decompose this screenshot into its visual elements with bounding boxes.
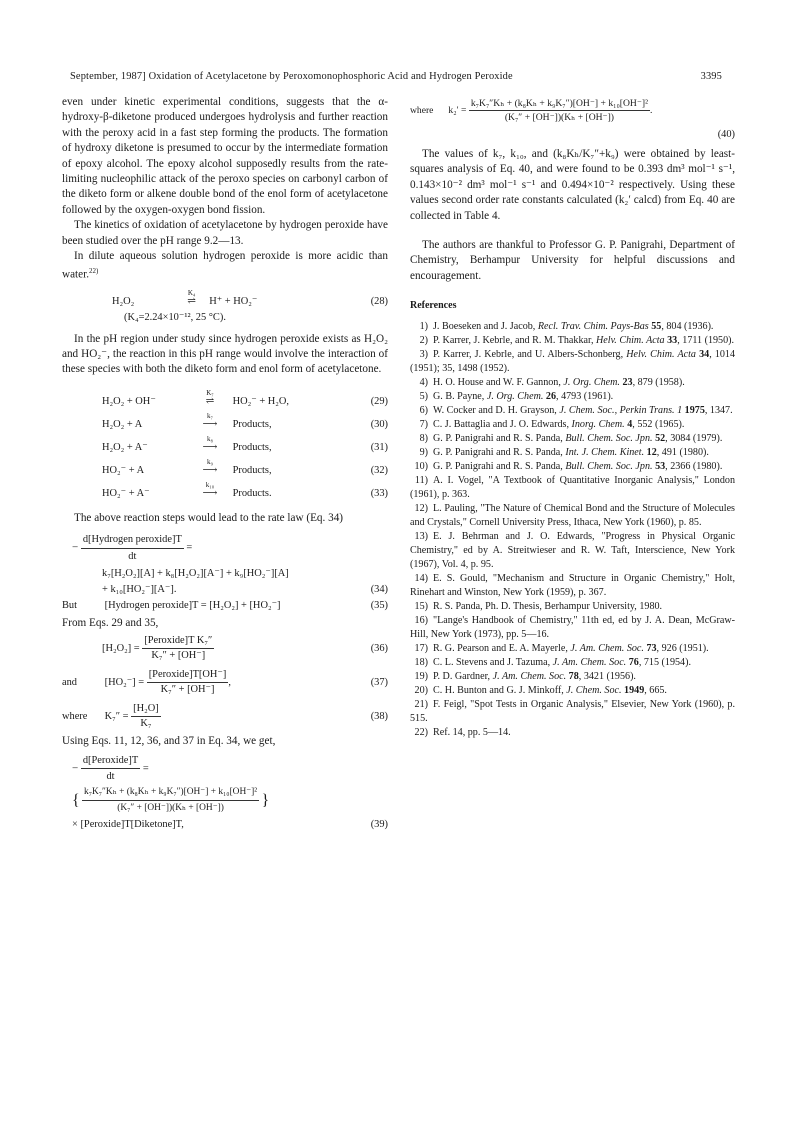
- eq-numerator: d[Peroxide]T: [81, 753, 140, 769]
- reference-authors: C. L. Stevens and J. Tazuma,: [433, 656, 553, 668]
- eq-line: [62, 582, 388, 598]
- eq-number: (33): [370, 487, 388, 499]
- reference-number: 13): [414, 530, 428, 542]
- reference-authors: W. Cocker and D. H. Grayson,: [433, 404, 560, 416]
- equation-36: [62, 632, 388, 666]
- eq-text: × [Peroxide]T[Diketone]T,: [72, 819, 184, 831]
- reference-volume: 78: [568, 670, 579, 682]
- references-list: [410, 320, 735, 740]
- reference-journal: J. Am. Chem. Soc.: [552, 656, 627, 668]
- reference-pages: , 3084 (1979).: [665, 432, 723, 444]
- rate-constant: k₈: [207, 434, 213, 443]
- eq-rhs: Products,: [232, 464, 272, 476]
- eq-denominator: K₇″ + [OH⁻]: [151, 649, 206, 661]
- eq-numerator: [Peroxide]T K₇″: [142, 634, 214, 649]
- reference-number: 18): [414, 656, 428, 668]
- reference-journal: J. Am. Chem. Soc.: [492, 670, 567, 682]
- reference-number: 1): [419, 320, 428, 332]
- reference-item: [410, 418, 735, 432]
- reference-pages: , 552 (1965).: [632, 418, 685, 430]
- eq-number: (29): [370, 395, 388, 407]
- eq-denominator: (K₇″ + [OH⁻])(Kₕ + [OH⁻]): [117, 803, 224, 814]
- reaction-list: [62, 390, 388, 505]
- eq-lead: But: [62, 600, 78, 612]
- paragraph-text: In dilute aqueous solution hydrogen peroxide is more acidic than water.: [62, 250, 388, 282]
- eq-lead: where: [410, 105, 434, 116]
- reference-volume: 26: [545, 390, 557, 402]
- eq-denominator: dt: [128, 550, 137, 562]
- eq-lhs: H₂O₂: [112, 295, 135, 307]
- reference-authors: H. O. House and W. F. Gannon,: [433, 376, 564, 388]
- eq-rhs: Products,: [232, 418, 272, 430]
- references-heading: References: [410, 300, 457, 312]
- reference-volume: 4: [627, 418, 633, 430]
- paragraph: Using Eqs. 11, 12, 36, and 37 in Eq. 34, we get,: [62, 734, 276, 747]
- reference-item: [410, 642, 735, 656]
- eq-number: (31): [370, 441, 388, 453]
- equation-35: [62, 598, 388, 614]
- eq-lead: and: [62, 676, 78, 688]
- eq-number: (32): [370, 464, 388, 476]
- eq-number: (28): [370, 295, 388, 307]
- eq-numerator: [Peroxide]T[OH⁻]: [147, 668, 229, 683]
- reference-authors: F. Feigl, "Spot Tests in Organic Analysis," Elsevier, New York (1960), p. 515.: [410, 698, 735, 724]
- reference-number: 14): [414, 572, 428, 584]
- rate-constant: K₇: [206, 388, 214, 397]
- eq-numerator: [H₂O]: [131, 702, 161, 717]
- eq-rhs: HO₂⁻ + H₂O,: [232, 395, 290, 407]
- reference-volume: 55: [651, 320, 662, 332]
- paragraph: The kinetics of oxidation of acetylacetone by hydrogen peroxide have been studied over the pH range 9.2—13.: [62, 219, 388, 247]
- reference-authors: Ref. 14, pp. 5—14.: [433, 726, 511, 738]
- eq-number: (39): [370, 819, 388, 831]
- eq-number: (34): [370, 584, 388, 596]
- eq-denominator: K₇″ + [OH⁻]: [160, 683, 215, 695]
- reference-authors: J. Boeseken and J. Jacob,: [433, 320, 538, 332]
- eq-fraction: [131, 702, 161, 731]
- equation-34: − $\frac{\text{d[Hydrogen peroxide]T}}{dt}$ =: [62, 532, 388, 566]
- eq-constant: K₄: [187, 288, 196, 297]
- eq-lead: where: [62, 710, 88, 722]
- reference-volume: 1975: [684, 404, 705, 416]
- page-number: 3395: [700, 71, 722, 82]
- reference-item: [410, 698, 735, 726]
- eq-numerator: d[Hydrogen peroxide]T: [81, 532, 184, 548]
- paragraph: The values of k₇, k₁₀, and (k₈Kₕ/K₇″+k₉) were obtained by least-squares analysis of Eq. 40, and were found to be 0.393 dm³ mol⁻¹ s⁻¹, 0.143×10⁻² dm³ mol⁻¹ s⁻¹ and 0.494×10⁻² respectively. Using these values second order rate constants calculated (k₂′ calcd) from Eq. 40 are collected in Table 4.: [410, 148, 735, 222]
- reference-pages: , 2366 (1980).: [665, 460, 723, 472]
- reference-authors: R. G. Pearson and E. A. Mayerle,: [433, 642, 571, 654]
- reference-number: 19): [414, 670, 428, 682]
- paragraph: From Eqs. 29 and 35,: [62, 617, 159, 630]
- paragraph: even under kinetic experimental conditions, suggests that the α-hydroxy-β-diketone produced undergoes hydrolysis and further reaction with the peroxy acid in a fast step forming the products. The formation of hydroxy diketone is presumed to occur by the intermediate formation of epoxy alcohol. The epoxy alcohol supposedly results from the rate-limiting nucleophilic attack of the peroxo species on carbonyl carbon of the diketo form or alkene double bond of the enol form of acetylacetone followed by the oxygen-oxygen bond fission.: [62, 96, 388, 216]
- reference-item: [410, 614, 735, 642]
- reference-pages: , 715 (1954).: [638, 656, 691, 668]
- reference-number: 21): [414, 698, 428, 710]
- eq-fraction: [81, 532, 184, 564]
- eq-condition: (K₄=2.24×10⁻¹², 25 °C).: [124, 311, 226, 323]
- reference-number: 2): [419, 334, 428, 346]
- reference-journal: Bull. Chem. Soc. Jpn.: [565, 460, 653, 472]
- reference-authors: E. J. Behrman and J. O. Edwards, "Progress in Physical Organic Chemistry," ed by A. Streitwieser and R. W. Taft, Interscience, New York (1967), Vol. 4, p. 95.: [410, 530, 735, 570]
- reference-item: [410, 376, 735, 390]
- reference-number: 15): [414, 600, 428, 612]
- reference-authors: E. S. Gould, "Mechanism and Structure in Organic Chemistry," Holt, Rinehart and Winston, New York (1959), p. 367.: [410, 572, 735, 598]
- citation-ref: 22): [89, 267, 99, 276]
- eq-fraction: [142, 634, 214, 663]
- reference-number: 6): [419, 404, 428, 416]
- reference-authors: L. Pauling, "The Nature of Chemical Bond and the Structure of Molecules and Crystals," Cornell University Press, Ithaca, New York (1960), p. 85.: [410, 502, 735, 528]
- equilibrium-arrow: K₄ ⇌: [177, 294, 207, 310]
- reference-journal: Bull. Chem. Soc. Jpn.: [565, 432, 653, 444]
- eq-lhs: H₂O₂ + A: [102, 418, 143, 430]
- rate-constant: k₁₀: [205, 480, 215, 489]
- reference-number: 12): [414, 502, 428, 514]
- eq-rhs: H⁺ + HO₂⁻: [209, 295, 258, 307]
- reference-pages: , 1014 (1951); 35, 1498 (1952).: [410, 348, 735, 374]
- reference-number: 9): [419, 446, 428, 458]
- eq-rhs: Products,: [232, 441, 272, 453]
- reference-authors: R. S. Panda, Ph. D. Thesis, Berhampur University, 1980.: [433, 600, 663, 612]
- reference-pages: , 804 (1936).: [661, 320, 714, 332]
- running-header: [70, 71, 722, 82]
- reaction-arrow: k₉ ⟶: [190, 459, 230, 482]
- reference-pages: , 926 (1951).: [656, 642, 709, 654]
- reference-journal: J. Chem. Soc.: [566, 684, 622, 696]
- eq-lhs: k₂′ =: [448, 105, 467, 116]
- eq-tail: ,: [228, 676, 231, 688]
- reference-pages: , 879 (1958).: [632, 376, 685, 388]
- eq-number: (36): [370, 642, 388, 654]
- eq-denominator: (K₇″ + [OH⁻])(Kₕ + [OH⁻]): [504, 112, 615, 124]
- reference-item: [410, 502, 735, 530]
- reference-journal: Helv. Chim. Acta: [626, 348, 696, 360]
- equation-39-body: { $\frac{\text{k₇K₇″Kₕ + (k₈Kₕ + k₉K₇″)[OH⁻] + k₁₀[OH⁻]²}}{\text{(K₇″ + [OH⁻])(Kₕ + [OH⁻])}}$ }: [62, 785, 388, 817]
- rate-constant: k₇: [207, 411, 213, 420]
- eq-fraction: [81, 753, 140, 785]
- reference-pages: , 665.: [644, 684, 667, 696]
- eq-numerator: k₇K₇″Kₕ + (k₈Kₕ + k₉K₇″)[OH⁻] + k₁₀[OH⁻]²: [470, 98, 648, 110]
- eq-number: (38): [370, 710, 388, 722]
- eq-lhs: HO₂⁻ + A⁻: [102, 487, 150, 499]
- reference-authors: P. Karrer, J. Kebrle, and U. Albers-Schonberg,: [433, 348, 627, 360]
- paragraph: The above reaction steps would lead to the rate law (Eq. 34): [74, 511, 344, 524]
- reference-authors: G. B. Payne,: [433, 390, 487, 402]
- right-column: [410, 95, 735, 740]
- reference-journal: J. Org. Chem.: [563, 376, 620, 388]
- reference-journal: J. Chem. Soc., Perkin Trans. 1: [559, 404, 683, 416]
- reference-journal: Int. J. Chem. Kinet.: [565, 446, 645, 458]
- reference-item: [410, 404, 735, 418]
- reference-number: 5): [419, 390, 428, 402]
- reference-authors: G. P. Panigrahi and R. S. Panda,: [433, 432, 566, 444]
- eq-number: (40): [717, 129, 735, 140]
- eq-denominator: dt: [106, 771, 115, 783]
- eq-line: [62, 817, 388, 833]
- reference-volume: 1949: [624, 684, 645, 696]
- equation-28: [62, 288, 388, 310]
- reference-volume: 12: [646, 446, 657, 458]
- reference-authors: P. Karrer, J. Kebrle, and R. M. Thakkar,: [433, 334, 596, 346]
- eq-lhs: [HO₂⁻] =: [104, 676, 145, 688]
- reference-pages: , 3421 (1956).: [578, 670, 636, 682]
- reference-item: [410, 684, 735, 698]
- reference-authors: G. P. Panigrahi and R. S. Panda,: [433, 460, 566, 472]
- reference-number: 16): [414, 614, 428, 626]
- eq-fraction: [469, 97, 650, 124]
- eq-fraction: [82, 785, 259, 817]
- reference-number: 3): [419, 348, 428, 360]
- eq-fraction: [147, 668, 229, 697]
- reference-pages: , 1711 (1950).: [677, 334, 735, 346]
- reaction-equation: [62, 482, 388, 505]
- reference-journal: J. Am. Chem. Soc.: [570, 642, 644, 654]
- eq-lhs: HO₂⁻ + A: [102, 464, 145, 476]
- reference-volume: 53: [655, 460, 666, 472]
- eq-lhs: H₂O₂ + A⁻: [102, 441, 148, 453]
- reference-item: [410, 572, 735, 600]
- reaction-arrow: k₇ ⟶: [190, 413, 230, 436]
- reaction-arrow: K₇ ⇌: [190, 390, 230, 413]
- eq-denominator: K₇: [140, 717, 152, 729]
- reference-authors: "Lange's Handbook of Chemistry," 11th ed, ed by J. A. Dean, McGraw-Hill, New York (1973), pp. 5—16.: [410, 614, 735, 640]
- reaction-arrow: k₁₀ ⟶: [190, 482, 230, 505]
- reference-journal: Inorg. Chem.: [571, 418, 625, 430]
- reference-volume: 33: [667, 334, 678, 346]
- paragraph: In the pH region under study since hydrogen peroxide exists as H₂O₂ and HO₂⁻, the reaction in this pH range would involve the interaction of these species with both the diketo form and enol form of acetylacetone.: [62, 332, 388, 376]
- rate-constant: k₉: [207, 457, 213, 466]
- reference-number: 20): [414, 684, 428, 696]
- eq-lhs: H₂O₂ + OH⁻: [102, 395, 156, 407]
- reference-journal: Recl. Trav. Chim. Pays-Bas: [537, 320, 649, 332]
- reference-pages: , 4793 (1961).: [556, 390, 614, 402]
- running-title: September, 1987] Oxidation of Acetylacetone by Peroxomonophosphoric Acid and Hydrogen Peroxide: [70, 71, 513, 82]
- reference-volume: 34: [699, 348, 710, 360]
- reference-number: 8): [419, 432, 428, 444]
- acknowledgment: The authors are thankful to Professor G. P. Panigrahi, Department of Chemistry, Berhampur University for helpful discussions and encouragement.: [410, 239, 735, 282]
- reference-item: [410, 348, 735, 376]
- reference-number: 22): [414, 726, 428, 738]
- left-column: [62, 95, 388, 833]
- reference-volume: 76: [628, 656, 639, 668]
- reference-item: [410, 390, 735, 404]
- eq-lhs: [H₂O₂] =: [102, 642, 140, 654]
- reference-item: [410, 460, 735, 474]
- reference-item: [410, 726, 735, 740]
- reference-volume: 23: [622, 376, 633, 388]
- reference-authors: C. H. Bunton and G. J. Minkoff,: [433, 684, 567, 696]
- paragraph: [62, 249, 388, 284]
- reference-number: 7): [419, 418, 428, 430]
- eq-text: + k₁₀[HO₂⁻][A⁻].: [102, 584, 177, 596]
- eq-line: k₇[H₂O₂][A] + k₈[H₂O₂][A⁻] + k₉[HO₂⁻][A]: [102, 568, 289, 580]
- reference-item: [410, 600, 735, 614]
- reference-item: [410, 656, 735, 670]
- equation-39-head: − $\frac{\text{d[Peroxide]T}}{dt}$ =: [62, 753, 388, 785]
- reference-item: [410, 446, 735, 460]
- reference-number: 10): [414, 460, 428, 472]
- reference-number: 17): [414, 642, 428, 654]
- eq-lhs: K₇″ =: [104, 710, 129, 722]
- reference-authors: P. D. Gardner,: [433, 670, 493, 682]
- reference-journal: J. Org. Chem.: [486, 390, 544, 402]
- reference-pages: , 1347.: [704, 404, 733, 416]
- reaction-arrow: k₈ ⟶: [190, 436, 230, 459]
- eq-text: [Hydrogen peroxide]T = [H₂O₂] + [HO₂⁻]: [104, 600, 281, 612]
- equation-38: [62, 700, 388, 734]
- reference-item: [410, 670, 735, 684]
- reference-volume: 52: [655, 432, 666, 444]
- eq-numerator: k₇K₇″Kₕ + (k₈Kₕ + k₉K₇″)[OH⁻] + k₁₀[OH⁻]²: [82, 785, 259, 801]
- eq-number-line: [410, 127, 735, 143]
- reference-item: [410, 320, 735, 334]
- reference-journal: Helv. Chim. Acta: [596, 334, 665, 346]
- eq-number: (35): [370, 600, 388, 612]
- reference-authors: C. J. Battaglia and J. O. Edwards,: [433, 418, 572, 430]
- eq-number: (37): [370, 676, 388, 688]
- reference-authors: G. P. Panigrahi and R. S. Panda,: [433, 446, 566, 458]
- reference-pages: , 491 (1980).: [656, 446, 709, 458]
- reference-item: [410, 530, 735, 572]
- reference-authors: A. I. Vogel, "A Textbook of Quantitative Inorganic Analysis," London (1961), p. 363.: [410, 474, 735, 500]
- reference-number: 4): [419, 376, 428, 388]
- eq-rhs: Products.: [232, 487, 272, 499]
- reference-item: [410, 474, 735, 502]
- reference-number: 11): [414, 474, 428, 486]
- reference-volume: 73: [646, 642, 657, 654]
- reference-item: [410, 334, 735, 348]
- equation-40: where k₂′ = $\frac{\text{k₇K₇″Kₕ + (k₈Kₕ + k₉K₇″)[OH⁻] + k₁₀[OH⁻]²}}{\text{(K₇″ + [OH⁻])(Kₕ + [OH⁻])}}$ .: [410, 95, 735, 127]
- equation-37: [62, 666, 388, 700]
- eq-number: (30): [370, 418, 388, 430]
- reference-item: [410, 432, 735, 446]
